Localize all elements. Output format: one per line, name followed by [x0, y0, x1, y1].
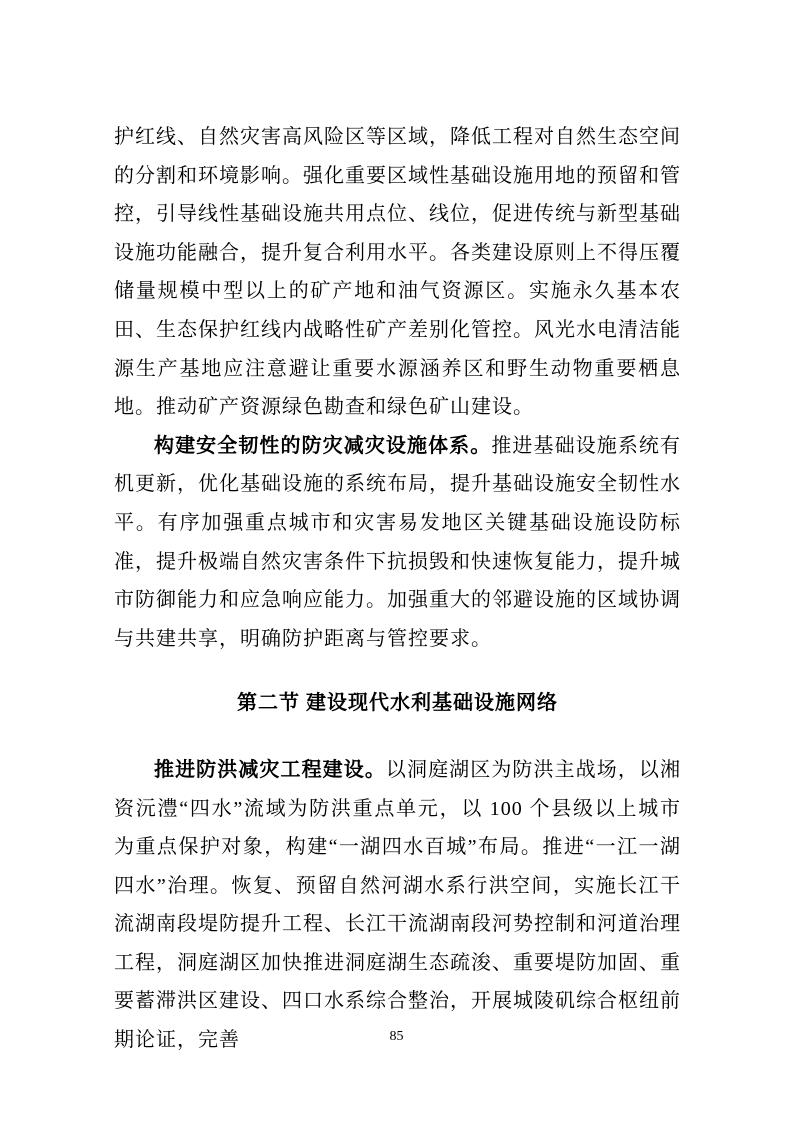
- paragraph-bold-lead: 构建安全韧性的防灾减灾设施体系。: [154, 434, 492, 457]
- paragraph-text: 以洞庭湖区为防洪主战场，以湘资沅澧“四水”流域为防洪重点单元，以 100 个县级以上城市为重点保护对象，构建“一湖四水百城”布局。推进“一江一湖四水”治理。恢复、预留自然河湖水系行洪空间，实施长江干流湖南段堤防提升工程、长江干流湖南段河势控制和河道治理工程，洞庭湖区加快推进洞庭湖生态疏浚、重要堤防加固、重要蓄滞洪区建设、四口水系综合整治，开展城陵矶综合枢纽前期论证，完善: [114, 758, 682, 1052]
- section-heading: 第二节 建设现代水利基础设施网络: [237, 692, 558, 715]
- page-number: 85: [389, 1029, 404, 1044]
- paragraph-bold-lead: 推进防洪减灾工程建设。: [154, 758, 386, 781]
- body-paragraph: [114, 751, 681, 1060]
- paragraph-text: 推进基础设施系统有机更新，优化基础设施的系统布局，提升基础设施安全韧性水平。有序加强重点城市和灾害易发地区关键基础设施设防标准，提升极端自然灾害条件下抗损毁和快速恢复能力，提升城市防御能力和应急响应能力。加强重大的邻避设施的区域协调与共建共享，明确防护距离与管控要求。: [114, 434, 682, 650]
- body-paragraph: [114, 427, 681, 659]
- body-paragraph-continuation: 护红线、自然灾害高风险区等区域，降低工程对自然生态空间的分割和环境影响。强化重要区域性基础设施用地的预留和管控，引导线性基础设施共用点位、线位，促进传统与新型基础设施功能融合，提升复合利用水平。各类建设原则上不得压覆储量规模中型以上的矿产地和油气资源区。实施永久基本农田、生态保护红线内战略性矿产差别化管控。风光水电清洁能源生产基地应注意避让重要水源涵养区和野生动物重要栖息地。推动矿产资源绿色勘查和绿色矿山建设。: [114, 126, 681, 419]
